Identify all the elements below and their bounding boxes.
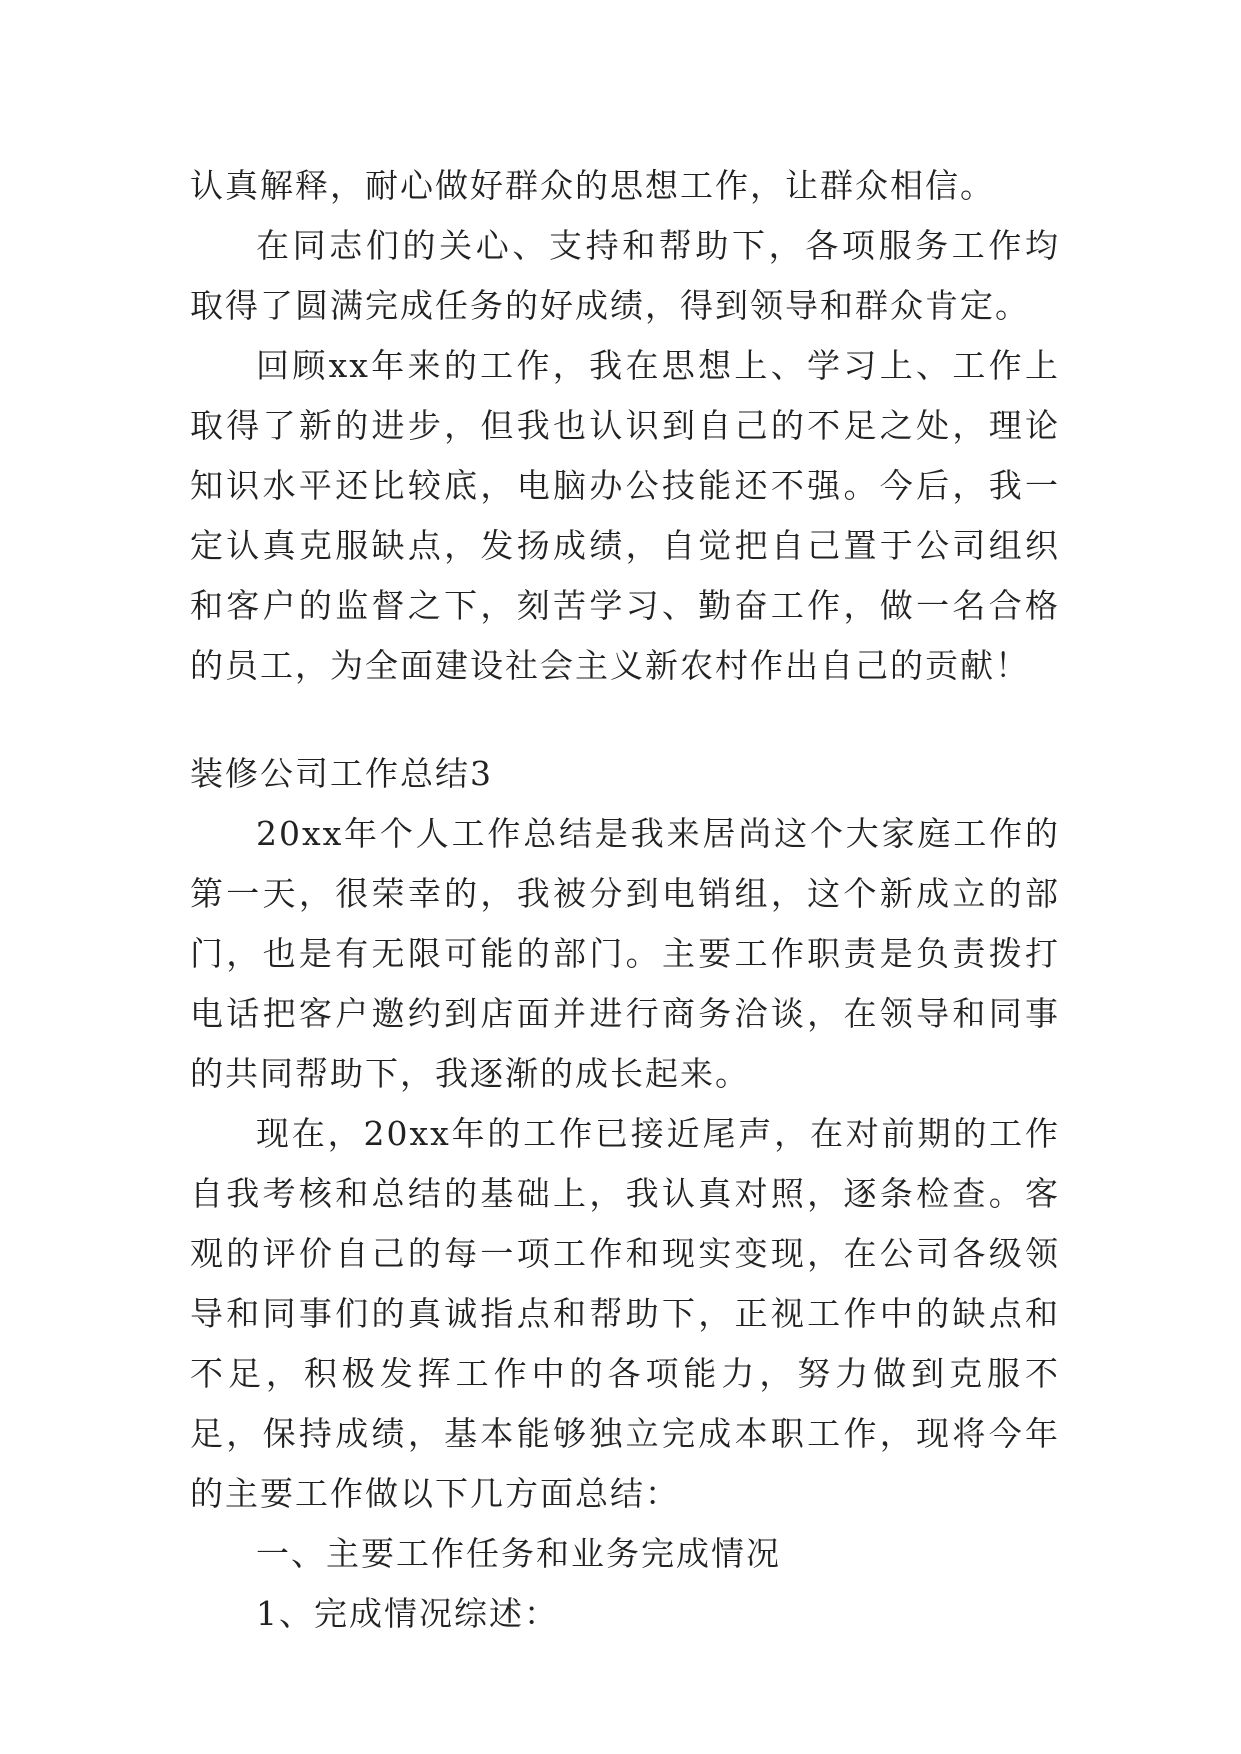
section-title: 装修公司工作总结3 <box>190 754 493 793</box>
document-body <box>190 156 1060 1644</box>
paragraph-review: 回顾xx年来的工作，我在思想上、学习上、工作上取得了新的进步，但我也认识到自己的不足之处，理论知识水平还比较底，电脑办公技能还不强。今后，我一定认真克服缺点，发扬成绩，自觉把自己置于公司组织和客户的监督之下，刻苦学习、勤奋工作，做一名合格的员工，为全面建设社会主义新农村作出自己的贡献！ <box>190 346 1060 685</box>
paragraph-support: 在同志们的关心、支持和帮助下，各项服务工作均取得了圆满完成任务的好成绩，得到领导和群众肯定。 <box>190 226 1060 325</box>
paragraph-summary: 现在，20xx年的工作已接近尾声，在对前期的工作自我考核和总结的基础上，我认真对照，逐条检查。客观的评价自己的每一项工作和现实变现，在公司各级领导和同事们的真诚指点和帮助下，正视工作中的缺点和不足，积极发挥工作中的各项能力，努力做到克服不足，保持成绩，基本能够独立完成本职工作，现将今年的主要工作做以下几方面总结： <box>190 1114 1060 1513</box>
subheading-overview: 1、完成情况综述： <box>256 1594 559 1633</box>
subheading-main-tasks: 一、主要工作任务和业务完成情况 <box>256 1534 781 1573</box>
paragraph-intro: 20xx年个人工作总结是我来居尚这个大家庭工作的第一天，很荣幸的，我被分到电销组，这个新成立的部门，也是有无限可能的部门。主要工作职责是负责拨打电话把客户邀约到店面并进行商务洽谈，在领导和同事的共同帮助下，我逐渐的成长起来。 <box>190 814 1060 1093</box>
paragraph-continuation: 认真解释，耐心做好群众的思想工作，让群众相信。 <box>190 166 995 205</box>
